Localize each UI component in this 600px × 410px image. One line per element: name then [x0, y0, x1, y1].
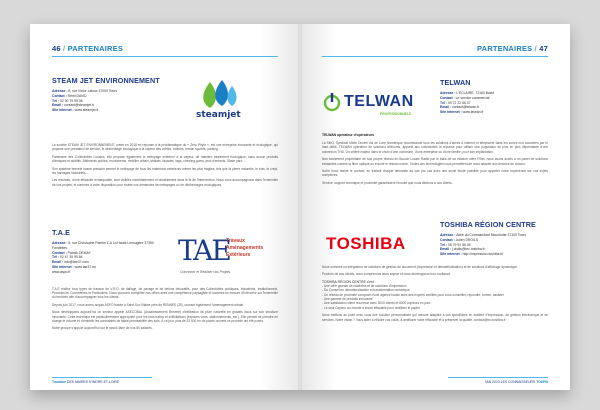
- address-value: 8, rue Victor Laloux 37000 Tours: [68, 89, 118, 93]
- logo-wordmark: steamjet: [196, 110, 241, 120]
- phone-value: 09 72 22 66 47: [447, 100, 471, 105]
- paragraph: La SMO, Syndicat Mixte Ouvert Val de Loire Numérique recommande tous les solutions d'accès à internet et téléphonie dans les zones non couvertes par le haut débit. TELWAN opérateur de solutions télécoms, apporte aux collectivités la réponse pour utiliser une population de plus en plus dépendante d'une connexion THD. Un critère majeur dans le choix d'une commune, d'une entreprise ou d'une famille, pour son implantation.: [322, 140, 548, 154]
- paragraph: T.A.E réalise tous types de travaux de V.R.D, de dallage, de pavage et de bétons décoratifs, pour des Collectivités publiques, Industriels, Institutionnels, Promoteurs, Commerces et Particuliers. Nous pouvons compléter nos offres avec une compétence paysagiste et sommes en mesure d'intervenir sur l'ensemble du territoire afin d'accompagner tous les clients.: [52, 286, 278, 300]
- page-header-left: [52, 44, 278, 53]
- paragraph: Nous sommes un intégrateur de solutions de gestion de document (Impression et dématérialisation) et de solutions d'affichage dynamique.: [322, 264, 518, 269]
- paragraph: Nous développons aujourd'hui un secteur appelé ASECOBAL (Assainissement Breveté) d'infiltration de pluie naturelle en gravats issus sur son structure innovante. Cette technique est particulièrement appropriée pour les forts trafics et sollicitations (espaces verts, stationnements, etc.). Elle permet de prendre en charge le volume et d'embellir les contraintes de faible perméabilité des sols. À ce jour, plus de 32 000 m² de pavés ouvrent ce procédé ont été posés.: [52, 310, 278, 324]
- toshiba-closing: [322, 313, 548, 322]
- phone-value: 06 79 91 56 45: [447, 242, 471, 247]
- list-item: - Du Conseil en dématérialisation et transformation numérique: [322, 288, 410, 293]
- list-item: - Un réseau de proximité composé d'une agence locale avec des experts certifiés pour vous conseiller, répondre, former, assister: [322, 292, 504, 297]
- brochure-spread: [30, 24, 570, 390]
- power-icon: [322, 92, 342, 112]
- web-value: www.tae37.eu: [74, 264, 96, 269]
- web-value: www.steamjet.fr: [74, 108, 99, 113]
- list-item: - Le seul Copieur au monde à encre effaçable pour réutiliser le papier: [322, 305, 420, 310]
- telwan-description: [322, 141, 548, 185]
- paragraph: Non seulement propriétaire de son propre réseau en Boucle Locale Radio par le biais de sa mission mère R'lan, nous avons accès à un panel de solutions existantes comme la fibre optique ou encore le réseau cuivre. Toutes ces technologies nous permettent de nous adapter aux besoins de chacun.: [322, 157, 548, 166]
- entry-title: STEAM JET ENVIRONNEMENT: [52, 76, 160, 85]
- email-value: j.droils@tec.toshiba.fr: [452, 247, 485, 252]
- telwan-subtitle: TELWAN opérateur d'opérateurs: [322, 132, 375, 137]
- footer-right: [448, 377, 548, 384]
- header-separator: /: [534, 44, 537, 53]
- toshiba-info: [440, 220, 548, 257]
- paragraph: Depuis juin 2017, nous avons acquis ASPO basée à Saint-Sur-Vilaine près de RENNES (35), ouvrant également l'aménagement urbain.: [52, 302, 245, 307]
- contact-value: Le service commercial: [455, 95, 490, 100]
- contact-value: Patrick DEMAY: [67, 250, 91, 255]
- toshiba-list-title: TOSHIBA RÉGION CENTRE c'est :: [322, 279, 376, 284]
- telwan-info: [440, 78, 548, 115]
- paragraph: Nous mettons au point avec vous une solution personnalisée qui mesure adaptée à vos spécificités en matière d'impression, de gestion électronique et de services. Notre vision ? Vous aider à réduire vos coûts, à améliorer votre efficacité et à préserver la qualité. contact@tec.toshiba.fr: [322, 313, 548, 322]
- tae-description: [52, 287, 278, 331]
- footer-text: MAI 2023 LES CONNAISSEURS: [485, 380, 536, 384]
- tae-section: [52, 228, 278, 334]
- entry-title: TELWAN: [440, 78, 471, 87]
- email-value: contact@telwan.fr: [452, 105, 480, 110]
- paragraph: Service, support technique et proximité garantissent l'écoute que nous dédions à nos clients.: [322, 180, 453, 185]
- header-title: PARTENAIRES: [476, 44, 533, 53]
- paragraph: Notre groupe s'appuie aujourd'hui sur le savoir-faire de nos 80 salariés.: [52, 326, 153, 331]
- logo-sub: PROFESSIONNELS: [380, 112, 412, 116]
- footer-brand: Touraine: [52, 380, 67, 384]
- logo-wordmark: TELWAN: [344, 93, 414, 110]
- contact-value: Rémi DAVID: [67, 93, 87, 98]
- toshiba-description: [322, 265, 548, 277]
- list-item: - Une satisfaction client reconnue avec 3000 clients et 8000 copieurs en parc: [322, 301, 431, 306]
- footer-text: DES MAIRES D'INDRE-ET-LOIRE: [67, 380, 120, 384]
- email-value: info@tae37.com: [64, 260, 89, 265]
- entry-title: TOSHIBA RÉGION CENTRE: [440, 220, 536, 229]
- contact-block: Adresse : Allée du Commandant Mouchotte 37100 Tours Contact : Julien DROILS Tél : 06 79 91 56 45 Email : j.droils@tec.toshiba.fr Site internet : http://impression.toshiba.fr/: [440, 233, 527, 257]
- header-rule: [322, 56, 548, 57]
- address-value: 5, rue Christophe Plantin Z.A La Haute Limougère 37390 Fondettes: [52, 241, 154, 250]
- toshiba-section: [322, 220, 548, 325]
- logo-letters: TAE: [178, 234, 230, 267]
- contact-value: Julien DROILS: [455, 237, 479, 242]
- paragraph: Son système breveté basse pression permet le nettoyage de tous les matériaux extérieurs même les plus fragiles, tels que la pierre naturelle, le bois, le crépi, les barbages industriels...: [52, 166, 278, 176]
- logo-tagline: Concevoir et Réaliser vos Projets: [180, 270, 231, 274]
- phone-value: 02 47 39 99 84: [59, 255, 83, 260]
- entry-title: T.A.E: [52, 228, 71, 237]
- list-item: - Une gamme de produits innovante: [322, 297, 373, 302]
- paragraph: Partenaire des Collectivités Locales, elle propose également le nettoyage extérieur à la vapeur, de manière totalement écologique, sans aucun produits chimiques et additifs. Bâtiments publics, monuments, mobilier urbain, statues, façades, tags, chewing-gums, jeux d'enfants, Skate parc, ...: [52, 154, 278, 164]
- logo-wordmark: TOSHIBA: [326, 234, 406, 253]
- toshiba-logo: [326, 234, 426, 258]
- phone-value: 02 30 79 95 08: [59, 98, 83, 103]
- left-page: [30, 24, 300, 390]
- footer-left: [52, 377, 152, 384]
- web-value: www.telwan.fr: [462, 110, 484, 115]
- header-title: PARTENAIRES: [67, 44, 124, 53]
- web-value-2: www.aspo.fr: [52, 269, 71, 274]
- web-value: http://impression.toshiba.fr/: [462, 252, 504, 257]
- leaf-drops-icon: [188, 78, 252, 130]
- email-value: contact@steamjet.fr: [64, 103, 95, 108]
- contact-block: Adresse : 5, rue Christophe Plantin Z.A La Haute Limougère 37390 Fondettes Contact : Patrick DEMAY Tél : 02 47 39 99 84 Email : info@tae37.com Site internet : www.tae37.eu www.aspo.fr: [52, 241, 154, 274]
- logo-words: Travaux Aménagements Extérieurs: [226, 238, 264, 258]
- header-separator: /: [63, 44, 66, 53]
- paragraph: Proches de nos clients, nous comprenons leurs enjeux et nous développons leur confiance.: [322, 272, 452, 277]
- steamjet-logo: [188, 78, 252, 130]
- address-value: L'ÉCLAIRE, 72160 Bazié: [456, 91, 495, 95]
- steamjet-section: [52, 76, 278, 190]
- header-rule: [52, 56, 278, 57]
- steamjet-description: [52, 143, 278, 187]
- paragraph: Notre force réside le contact, en traitant chaque demande au cas par cas avec une seule étude possible pour apporter notre expérience sur vos sujets complexes.: [322, 169, 548, 178]
- right-page: [300, 24, 570, 390]
- paragraph: La société STEAM JET ENVIRONNEMENT, créée en 2018 en réponse à la problématique du « Zéro Phyto », est une entreprise innovante et écologique, qui propose une prestation de service, le désherbage écologique à la vapeur des voiries, trottoirs, terrain sportifs, parking.: [52, 142, 278, 152]
- book-gutter: [298, 24, 302, 390]
- telwan-section: [322, 78, 548, 188]
- paragraph: Les résultats, d'une efficacité remarquable, sont visibles immédiatement et durablement dans le fa de l'intervention. Nous vous accompagnons dans l'ensemble de vos projets, et sommes à votre disposition pour toutes vos demandes de nettoyages ou de désherbages écologiques.: [52, 178, 278, 187]
- telwan-logo: [322, 92, 432, 122]
- page-number: 46: [52, 44, 61, 53]
- toshiba-list: [322, 284, 548, 310]
- contact-block: Adresse : L'ÉCLAIRE, 72160 Bazié Contact : Le service commercial Tél : 09 72 22 66 47 Email : contact@telwan.fr Site internet : www.telwan.fr: [440, 91, 495, 115]
- contact-block: Adresse : 8, rue Victor Laloux 37000 Tours Contact : Rémi DAVID Tél : 02 30 79 95 08 Email : contact@steamjet.fr Site internet : www.steamjet.fr: [52, 89, 118, 113]
- footer-brand: TOURS: [536, 380, 548, 384]
- list-item: - Une offre globale de matériels et de solutions d'impression: [322, 283, 407, 288]
- tae-logo: [178, 234, 278, 282]
- page-number: 47: [539, 44, 548, 53]
- address-value: Allée du Commandant Mouchotte 37100 Tours: [456, 233, 527, 237]
- page-header-right: [322, 44, 548, 53]
